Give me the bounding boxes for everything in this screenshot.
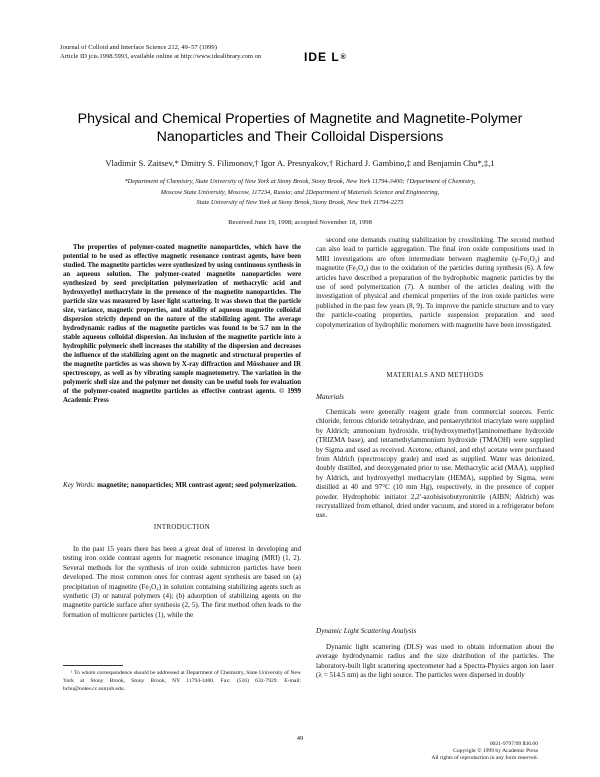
author-list: Vladimir S. Zaitsev,* Dmitry S. Filimonov,† Igor A. Presnyakov,† Richard J. Gambino,‡ and Benjamin Chu*,‡,1 (105, 158, 495, 168)
ideal-logo[interactable] (304, 50, 347, 64)
title-line-1: Physical and Chemical Properties of Magnetite and Magnetite-Polymer (77, 111, 523, 127)
section-heading-introduction: INTRODUCTION (153, 524, 211, 531)
paper-title (40, 110, 560, 146)
dls-text: Dynamic light scattering (DLS) was used to obtain information about the average hydrodynamic radius and the size distribution of the particles. The laboratory-built light scattering spectrometer had a Spectra-Physics argon ion laser (λ = 514.5 nm) as the light source. The particles were dispersed in doubly (316, 643, 554, 680)
copyright-line: Copyright © 1999 by Academic Press (453, 748, 538, 755)
abstract: The properties of polymer-coated magnetite nanoparticles, which have the potential to be used as effective magnetic resonance contrast agents, have been studied. The magnetite particles were synthesized by using continuous synthesis in an aqueous solution. The polymer-coated magnetite nanoparticles were synthesized by seed precipitation polymerization of methacrylic acid and hydroxyethyl methacrylate in the presence of the magnetite nanoparticles. The particle size was measured by laser light scattering. It was shown that the particle size, variance, magnetic properties, and stability of aqueous magnetite colloidal dispersion strictly depend on the nature of the stabilizing agent. The average hydrodynamic radius of the magnetite particles was found to be 5.7 nm in the stable aqueous colloidal dispersion. An inclusion of the magnetite particle into a hydrophilic polymeric shell increases the stability of the dispersion and decreases the influence of the stabilizing agent on the magnetic and structural properties of the magnetite particles as was shown by X-ray diffraction and Mössbauer and IR spectroscopy, as well as by vibrating sample magnetometry. The variation in the polymeric shell size and the polymer net density can be useful tools for evaluation of the polymer-coated magnetite particles as effective contrast agents. © 1999 Academic Press (63, 244, 301, 404)
keywords-label: Key Words: (63, 481, 96, 489)
introduction-text: In the past 15 years there has been a great deal of interest in developing and testing iron oxide contrast agents for magnetic resonance imaging (MRI) (1, 2). Several methods for the synthesis of iron oxide submicron particles have been developed. The most common ones for contrast agent synthesis are based on (a) precipitation of magnetite (Fe₃O₄) in solution containing stabilizing agents such as synthetic (3) or natural polymers (4); (b) adsorption of stabilizing agents on the magnetite particle surface after synthesis (2, 5). The first method often leads to the formation of multicore particles (1), while the (63, 545, 301, 619)
affiliation-line: Moscow State University, Moscow, 117234, Russia; and ‡Department of Materials Science and Engineering, (160, 188, 440, 196)
subheading-dls: Dynamic Light Scattering Analysis (316, 627, 417, 635)
ideal-logo-text: IDE L (304, 50, 340, 64)
copyright-block (431, 741, 538, 763)
keywords-text: magnetite; nanoparticles; MR contrast agent; seed polymerization. (97, 481, 297, 489)
article-id: Article ID jcis.1998.5993, available online at http://www.idealibrary.com on (60, 52, 262, 60)
affiliation-line: *Department of Chemistry, State University of New York at Stony Brook, Stony Brook, New York 11794-3400; †Department of Chemistry, (124, 178, 476, 185)
introduction-continued-text: second one demands coating stabilization by crosslinking. The second method can also lead to particle aggregation. The final iron oxide compositions used in MRI investigations are often intermediate between maghemite (γ-Fe₂O₃) and magnetite (Fe₃O₄) due to the oxidation of the particles during synthesis (6). A few articles have described a preparation of the hydrophobic magnetic particles by the use of seed polymerization (7). A number of the articles dealing with the investigation of physical and chemical properties of the iron oxide particles were published in the past few years (8, 9). To improve the particle structure and to vary the particle-coating properties, particle suspension preparation and seed copolymerization of hydrophilic monomers with magnetite have been investigated. (316, 236, 554, 329)
received-dates: Received June 19, 1998; accepted November 18, 1998 (228, 219, 372, 226)
copyright-line: 0021-9797/99 $30.00 (489, 741, 538, 747)
subheading-materials: Materials (316, 393, 344, 401)
corresponding-author-footnote: ¹ To whom correspondence should be addressed at Department of Chemistry, State University of New York at Stony Brook, Stony Brook, NY 11794-3400. Fax: (516) 632-7929. E-mail: bchu@notes.cc.sunysb.edu. (63, 670, 301, 692)
journal-citation: Journal of Colloid and Interface Science 212, 49–57 (1999) (60, 44, 217, 51)
ideal-swirl-icon: ® (340, 53, 347, 61)
keywords (63, 481, 301, 490)
affiliation-line: State University of New York at Stony Brook, Stony Brook, New York 11794-2275 (196, 199, 404, 207)
affiliations (60, 177, 540, 209)
materials-text: Chemicals were generally reagent grade from commercial sources. Ferric chloride, ferrous chloride tetrahydrate, and pentaerythritol triacrylate were supplied by Aldrich; ammonium hydroxide, tris[hydroxymethyl]aminomethane hydroxide (TRIZMA base), and tetramethylammonium hydroxide (TMAOH) were supplied by Sigma and used as received. Acetone, ethanol, and ethyl acetate were purchased from Aldrich (spectroscopy grade) and used as supplied. Water was deionized, doubly distilled, and deoxygenated prior to use. Methacrylic acid (MAA), supplied by Aldrich, and hydroxyethyl methacrylate (HEMA), supplied by Sigma, were distilled at 40 and 97°C (10 mm Hg), respectively, in the presence of copper powder. Hydrophobic initiator 2,2′-azobisisobutyronitrile (AIBN; Aldrich) was recrystallized from ethanol, dried under vacuum, and stored in a refrigerator before use. (316, 408, 554, 520)
section-heading-methods: MATERIALS AND METHODS (386, 372, 484, 379)
footnote-rule (63, 665, 123, 666)
page-number: 49 (296, 735, 304, 742)
copyright-line: All rights of reproduction in any form reserved. (431, 755, 538, 762)
title-line-2: Nanoparticles and Their Colloidal Dispersions (156, 129, 444, 145)
journal-header (60, 44, 261, 61)
